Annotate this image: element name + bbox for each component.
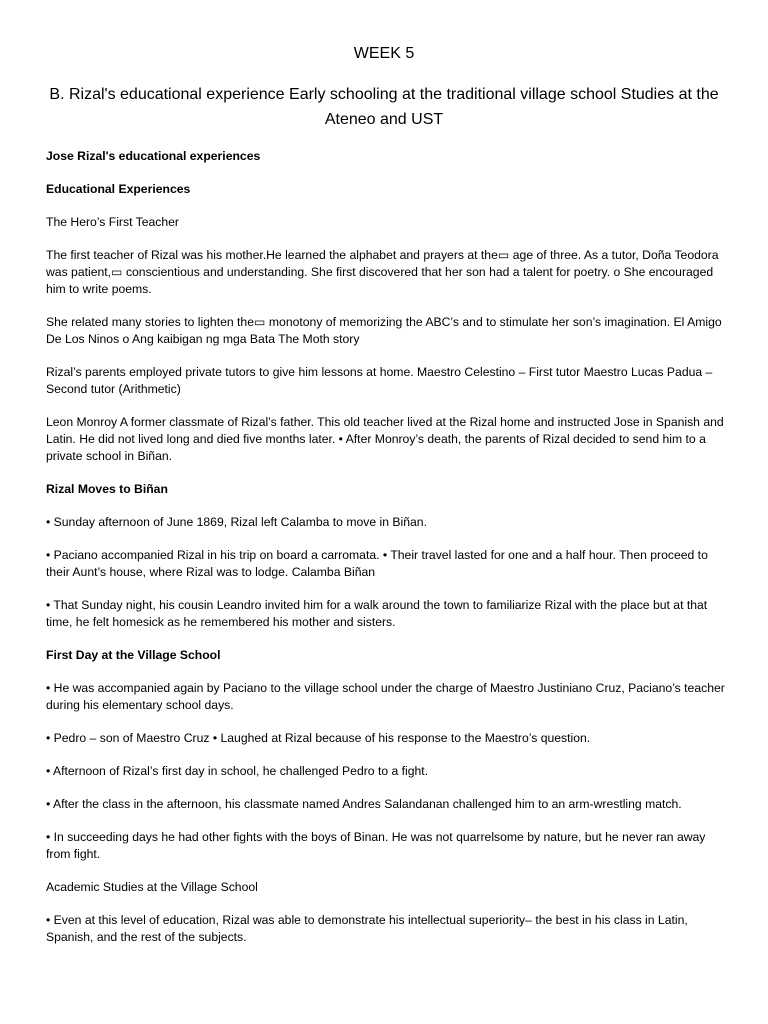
paragraph: Academic Studies at the Village School xyxy=(46,880,258,894)
paragraph: • After the class in the afternoon, his classmate named Andres Salandanan challenged him to an arm-wrestling match. xyxy=(46,797,682,811)
section-heading: Jose Rizal's educational experiences xyxy=(46,149,261,163)
paragraph: • He was accompanied again by Paciano to the village school under the charge of Maestro Justiniano Cruz, Paciano’s teacher during his elementary school days. xyxy=(46,681,725,712)
paragraph: • Paciano accompanied Rizal in his trip on board a carromata. • Their travel lasted for one and a half hour. Then proceed to their Aunt’s house, where Rizal was to lodge. Calamba Biñan xyxy=(46,548,708,579)
section-heading: Educational Experiences xyxy=(46,182,191,196)
paragraph: The first teacher of Rizal was his mother.He learned the alphabet and prayers at the▭ age of three. As a tutor, Doña Teodora was patient,▭ conscientious and understanding. She first discovered that her son had a talent for poetry. o She encouraged him to write poems. xyxy=(46,248,719,296)
paragraph: • That Sunday night, his cousin Leandro invited him for a walk around the town to familiarize Rizal with the place but at that time, he felt homesick as he remembered his mother and sisters. xyxy=(46,598,708,629)
paragraph: Leon Monroy A former classmate of Rizal’s father. This old teacher lived at the Rizal home and instructed Jose in Spanish and Latin. He did not lived long and died five months later. • After Monroy’s death, the parents of Rizal decided to send him to a private school in Biñan. xyxy=(46,415,724,463)
paragraph: • Sunday afternoon of June 1869, Rizal left Calamba to move in Biñan. xyxy=(46,515,427,529)
section-heading: First Day at the Village School xyxy=(46,648,221,662)
document-title: WEEK 5 xyxy=(353,45,415,62)
document-body xyxy=(46,148,726,962)
document-subtitle: B. Rizal's educational experience Early schooling at the traditional village school Studies at the Ateneo and UST xyxy=(49,86,719,128)
paragraph: • In succeeding days he had other fights with the boys of Binan. He was not quarrelsome by nature, but he never ran away from fight. xyxy=(46,830,706,861)
paragraph: • Afternoon of Rizal’s first day in school, he challenged Pedro to a fight. xyxy=(46,764,429,778)
paragraph: Rizal’s parents employed private tutors to give him lessons at home. Maestro Celestino – First tutor Maestro Lucas Padua – Second tutor (Arithmetic) xyxy=(46,365,713,396)
section-heading: Rizal Moves to Biñan xyxy=(46,482,168,496)
paragraph: • Pedro – son of Maestro Cruz • Laughed at Rizal because of his response to the Maestro’s question. xyxy=(46,731,591,745)
paragraph: • Even at this level of education, Rizal was able to demonstrate his intellectual superiority– the best in his class in Latin, Spanish, and the rest of the subjects. xyxy=(46,913,688,944)
paragraph: The Hero’s First Teacher xyxy=(46,215,179,229)
paragraph: She related many stories to lighten the▭ monotony of memorizing the ABC’s and to stimulate her son’s imagination. El Amigo De Los Ninos o Ang kaibigan ng mga Bata The Moth story xyxy=(46,315,722,346)
